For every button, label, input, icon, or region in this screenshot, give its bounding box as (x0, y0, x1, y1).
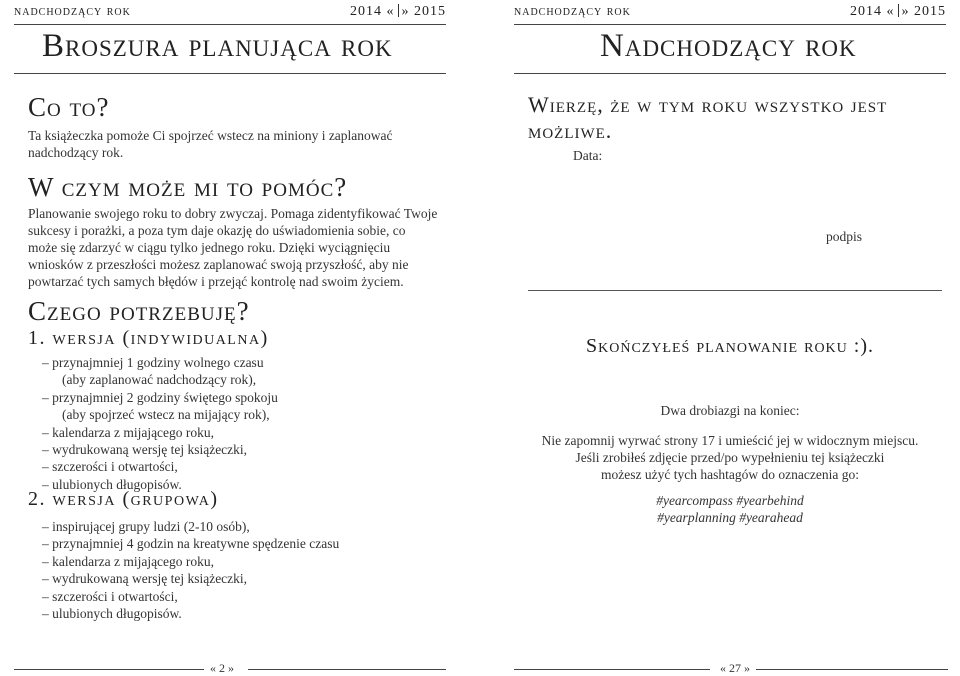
running-title: nadchodzący rok (514, 4, 631, 19)
date-label: Data: (573, 148, 603, 163)
list-item: – inspirującej grupy ludzi (2-10 osób), (42, 518, 339, 535)
footer-rule (248, 669, 446, 670)
section-text-what: Ta książeczka pomoże Ci spojrzeć wstecz na miniony i zaplanować nadchodzący rok. (28, 128, 393, 160)
section-heading-how: W czym może mi to pomóc? (28, 172, 348, 202)
page-title: Nadchodzący rok (600, 28, 857, 64)
left-page (0, 0, 460, 675)
hashtags: #yearplanning #yearahead (657, 510, 803, 525)
header-rule (514, 24, 946, 25)
page-title: Broszura planująca rok (42, 28, 393, 64)
finale-intro: Dwa drobiazgi na koniec: (660, 403, 800, 418)
finale-line: możesz użyć tych hashtagów do oznaczenia go: (601, 467, 859, 482)
list-item: – szczerości i otwartości, (42, 458, 278, 475)
right-page (500, 0, 960, 675)
running-title: nadchodzący rok (14, 4, 131, 19)
version-1-list (42, 354, 278, 493)
list-item: – przynajmniej 1 godziny wolnego czasu (42, 354, 278, 371)
page-number: « 2 » (210, 661, 234, 675)
signature-line (528, 290, 942, 291)
signature-label: podpis (826, 229, 863, 244)
list-item: – wydrukowaną wersję tej książeczki, (42, 441, 278, 458)
footer-rule (14, 669, 204, 670)
title-rule (514, 73, 946, 74)
running-head (14, 4, 446, 20)
section-text-how: Planowanie swojego roku to dobry zwyczaj. Pomaga zidentyfikować Twoje sukcesy i porażki, a poza tym daje okazję do uświadomienia sobie, co może się zdarzyć w ciągu tylko jednego roku. Dzięki wyciągnięciu wniosków z przeszłości możesz zaplanować swoją przyszłość, aby nie powtarzać tych samych błędów i przejąć kontrolę nad swoim życiem. (28, 206, 438, 289)
hashtags: #yearcompass #yearbehind (656, 493, 804, 508)
motto: Wierzę, że w tym roku wszystko jest możliwe. (528, 92, 888, 143)
header-rule (14, 24, 446, 25)
year-range: 2014 « » 2015 (350, 4, 446, 19)
list-item: – wydrukowaną wersję tej książeczki, (42, 570, 339, 587)
list-item: – kalendarza z mijającego roku, (42, 424, 278, 441)
list-item: – przynajmniej 2 godziny świętego spokoju (42, 389, 278, 406)
page-number: « 27 » (720, 661, 750, 675)
version-2-list (42, 518, 339, 622)
section-heading-need: Czego potrzebuję? (28, 296, 250, 326)
running-head (514, 4, 946, 20)
year-range: 2014 « » 2015 (850, 4, 946, 19)
list-item: – ulubionych długopisów. (42, 605, 339, 622)
list-item: (aby zaplanować nadchodzący rok), (62, 372, 257, 388)
version-1-heading: 1. wersja (indywidualna) (28, 327, 269, 349)
version-2-heading: 2. wersja (grupowa) (28, 488, 219, 510)
footer-rule (756, 669, 948, 670)
list-item: – ulubionych długopisów. (42, 476, 278, 493)
footer-rule (514, 669, 710, 670)
list-item: (aby spojrzeć wstecz na mijający rok), (62, 407, 270, 423)
list-item: – przynajmniej 4 godzin na kreatywne spędzenie czasu (42, 535, 339, 552)
completion-message: Skończyłeś planowanie roku :). (586, 335, 874, 357)
finale-line: Nie zapomnij wyrwać strony 17 i umieścić jej w widocznym miejscu. (541, 433, 919, 448)
list-item: – kalendarza z mijającego roku, (42, 553, 339, 570)
title-rule (14, 73, 446, 74)
finale-line: Jeśli zrobiłeś zdjęcie przed/po wypełnieniu tej książeczki (575, 450, 885, 465)
list-item: – szczerości i otwartości, (42, 588, 339, 605)
section-heading-what: Co to? (28, 92, 110, 122)
